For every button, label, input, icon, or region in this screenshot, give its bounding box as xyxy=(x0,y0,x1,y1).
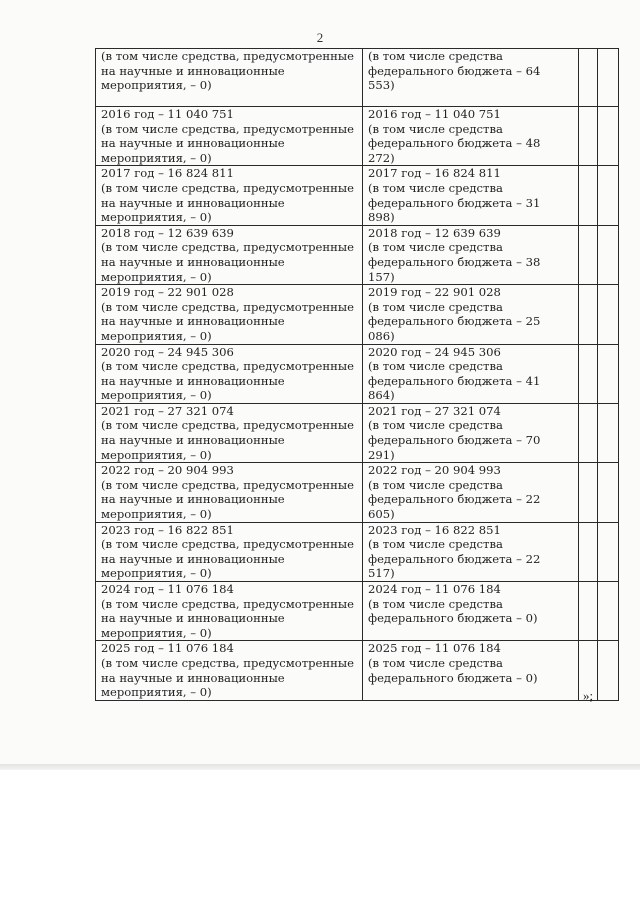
federal-budget-line: федерального бюджета – 48 xyxy=(368,136,541,151)
funding-total-cell xyxy=(96,582,363,641)
federal-budget-line: федерального бюджета – 25 xyxy=(368,314,541,329)
empty-cell xyxy=(598,49,619,107)
federal-budget-line: (в том числе средства xyxy=(368,240,503,255)
funding-total-line: 2022 год – 20 904 993 xyxy=(101,463,234,478)
empty-cell xyxy=(579,225,598,284)
federal-budget-line: (в том числе средства xyxy=(368,477,503,492)
funding-total-line: 2018 год – 12 639 639 xyxy=(101,225,234,240)
funding-total-cell xyxy=(96,49,363,107)
funding-total-line: мероприятия, – 0) xyxy=(101,507,212,522)
federal-budget-cell xyxy=(363,225,579,284)
funding-total-line: 2020 год – 24 945 306 xyxy=(101,344,234,359)
federal-budget-line: 291) xyxy=(368,447,395,462)
federal-budget-line: (в том числе средства xyxy=(368,596,503,611)
federal-budget-cell xyxy=(363,107,579,166)
budget-table xyxy=(95,48,619,701)
federal-budget-cell xyxy=(363,285,579,344)
federal-budget-line: (в том числе средства xyxy=(368,121,503,136)
funding-total-line: мероприятия, – 0) xyxy=(101,210,212,225)
table-row xyxy=(96,49,619,107)
funding-total-line: 2024 год – 11 076 184 xyxy=(101,582,234,596)
funding-total-line: (в том числе средства, предусмотренные xyxy=(101,655,354,670)
federal-budget-line: (в том числе средства xyxy=(368,49,503,63)
empty-cell xyxy=(579,344,598,403)
empty-cell xyxy=(598,344,619,403)
federal-budget-line: 2024 год – 11 076 184 xyxy=(368,582,501,596)
funding-total-line: на научные и инновационные xyxy=(101,551,285,566)
federal-budget-line: 2021 год – 27 321 074 xyxy=(368,403,501,418)
funding-total-cell xyxy=(96,522,363,581)
federal-budget-line: 2017 год – 16 824 811 xyxy=(368,166,501,181)
funding-total-line: (в том числе средства, предусмотренные xyxy=(101,121,354,136)
federal-budget-line: (в том числе средства xyxy=(368,299,503,314)
table-row xyxy=(96,225,619,284)
federal-budget-line: (в том числе средства xyxy=(368,359,503,374)
empty-cell xyxy=(598,582,619,641)
funding-total-line: (в том числе средства, предусмотренные xyxy=(101,49,354,63)
federal-budget-line: 2022 год – 20 904 993 xyxy=(368,463,501,478)
table-row xyxy=(96,166,619,225)
funding-total-line: мероприятия, – 0) xyxy=(101,78,212,93)
federal-budget-line: (в том числе средства xyxy=(368,655,503,670)
federal-budget-line: 553) xyxy=(368,78,395,93)
funding-total-line: на научные и инновационные xyxy=(101,433,285,448)
funding-total-line: (в том числе средства, предусмотренные xyxy=(101,477,354,492)
funding-total-cell xyxy=(96,641,363,700)
funding-total-line: (в том числе средства, предусмотренные xyxy=(101,359,354,374)
funding-total-line: (в том числе средства, предусмотренные xyxy=(101,537,354,552)
table-row xyxy=(96,285,619,344)
federal-budget-line: федерального бюджета – 31 xyxy=(368,195,541,210)
funding-total-line: 2017 год – 16 824 811 xyxy=(101,166,234,181)
empty-cell xyxy=(579,107,598,166)
empty-cell xyxy=(579,285,598,344)
federal-budget-line: (в том числе средства xyxy=(368,180,503,195)
funding-total-cell xyxy=(96,107,363,166)
empty-cell xyxy=(579,403,598,462)
funding-total-line: на научные и инновационные xyxy=(101,611,285,626)
funding-total-line: 2016 год – 11 040 751 xyxy=(101,107,234,121)
empty-cell xyxy=(579,463,598,522)
federal-budget-line: 517) xyxy=(368,566,395,581)
empty-cell xyxy=(598,641,619,700)
federal-budget-line: 086) xyxy=(368,328,395,343)
funding-total-cell xyxy=(96,166,363,225)
funding-total-line: мероприятия, – 0) xyxy=(101,269,212,284)
funding-total-line: (в том числе средства, предусмотренные xyxy=(101,299,354,314)
federal-budget-cell xyxy=(363,522,579,581)
funding-total-line: на научные и инновационные xyxy=(101,373,285,388)
funding-total-line: 2025 год – 11 076 184 xyxy=(101,641,234,656)
federal-budget-line: 605) xyxy=(368,507,395,522)
funding-total-cell xyxy=(96,403,363,462)
funding-total-line: мероприятия, – 0) xyxy=(101,625,212,640)
federal-budget-line: 2016 год – 11 040 751 xyxy=(368,107,501,121)
empty-cell xyxy=(579,522,598,581)
federal-budget-cell xyxy=(363,166,579,225)
federal-budget-line: федерального бюджета – 22 xyxy=(368,551,541,566)
federal-budget-line: 2025 год – 11 076 184 xyxy=(368,641,501,656)
federal-budget-line: федерального бюджета – 22 xyxy=(368,492,541,507)
empty-cell xyxy=(598,107,619,166)
empty-cell xyxy=(579,166,598,225)
funding-total-cell xyxy=(96,225,363,284)
federal-budget-line: федерального бюджета – 70 xyxy=(368,433,541,448)
federal-budget-line: 272) xyxy=(368,150,395,165)
table-row xyxy=(96,522,619,581)
empty-cell xyxy=(598,285,619,344)
funding-total-line: на научные и инновационные xyxy=(101,314,285,329)
funding-total-line: 2023 год – 16 822 851 xyxy=(101,522,234,537)
table-row xyxy=(96,641,619,700)
federal-budget-cell xyxy=(363,403,579,462)
federal-budget-cell xyxy=(363,463,579,522)
scan-bottom-edge xyxy=(0,764,640,770)
funding-total-cell xyxy=(96,463,363,522)
federal-budget-line: 2018 год – 12 639 639 xyxy=(368,225,501,240)
empty-cell xyxy=(598,463,619,522)
federal-budget-line: федерального бюджета – 0) xyxy=(368,670,538,685)
funding-total-line: (в том числе средства, предусмотренные xyxy=(101,596,354,611)
federal-budget-line: федерального бюджета – 64 xyxy=(368,63,541,78)
funding-total-line: 2021 год – 27 321 074 xyxy=(101,403,234,418)
empty-cell xyxy=(598,522,619,581)
federal-budget-cell xyxy=(363,344,579,403)
federal-budget-line: (в том числе средства xyxy=(368,537,503,552)
funding-total-line: мероприятия, – 0) xyxy=(101,566,212,581)
federal-budget-line: 2020 год – 24 945 306 xyxy=(368,344,501,359)
funding-total-line: на научные и инновационные xyxy=(101,254,285,269)
funding-total-cell xyxy=(96,344,363,403)
empty-cell xyxy=(579,582,598,641)
funding-total-line: мероприятия, – 0) xyxy=(101,150,212,165)
closing-quote-mark: »; xyxy=(583,688,594,703)
funding-total-line: 2019 год – 22 901 028 xyxy=(101,285,234,300)
page-number: 2 xyxy=(316,30,324,45)
federal-budget-cell xyxy=(363,582,579,641)
federal-budget-line: 864) xyxy=(368,388,395,403)
federal-budget-line: 2023 год – 16 822 851 xyxy=(368,522,501,537)
federal-budget-cell xyxy=(363,49,579,107)
funding-total-line: мероприятия, – 0) xyxy=(101,447,212,462)
federal-budget-line: федерального бюджета – 41 xyxy=(368,373,541,388)
federal-budget-line: (в том числе средства xyxy=(368,418,503,433)
federal-budget-line: 157) xyxy=(368,269,395,284)
funding-total-line: мероприятия, – 0) xyxy=(101,388,212,403)
table-row xyxy=(96,403,619,462)
empty-cell xyxy=(579,49,598,107)
federal-budget-line: 898) xyxy=(368,210,395,225)
funding-total-line: на научные и инновационные xyxy=(101,670,285,685)
funding-total-line: (в том числе средства, предусмотренные xyxy=(101,418,354,433)
funding-total-cell xyxy=(96,285,363,344)
funding-total-line: (в том числе средства, предусмотренные xyxy=(101,180,354,195)
federal-budget-line: федерального бюджета – 0) xyxy=(368,611,538,626)
funding-total-line: на научные и инновационные xyxy=(101,492,285,507)
table-row xyxy=(96,463,619,522)
empty-cell xyxy=(598,225,619,284)
funding-total-line: мероприятия, – 0) xyxy=(101,685,212,700)
empty-cell xyxy=(598,166,619,225)
federal-budget-line: 2019 год – 22 901 028 xyxy=(368,285,501,300)
federal-budget-line: федерального бюджета – 38 xyxy=(368,254,541,269)
funding-total-line: на научные и инновационные xyxy=(101,136,285,151)
federal-budget-cell xyxy=(363,641,579,700)
table-row xyxy=(96,107,619,166)
budget-table-body xyxy=(96,49,619,701)
funding-total-line: мероприятия, – 0) xyxy=(101,328,212,343)
table-row xyxy=(96,582,619,641)
empty-cell xyxy=(598,403,619,462)
funding-total-line: (в том числе средства, предусмотренные xyxy=(101,240,354,255)
table-row xyxy=(96,344,619,403)
funding-total-line: на научные и инновационные xyxy=(101,63,285,78)
funding-total-line: на научные и инновационные xyxy=(101,195,285,210)
